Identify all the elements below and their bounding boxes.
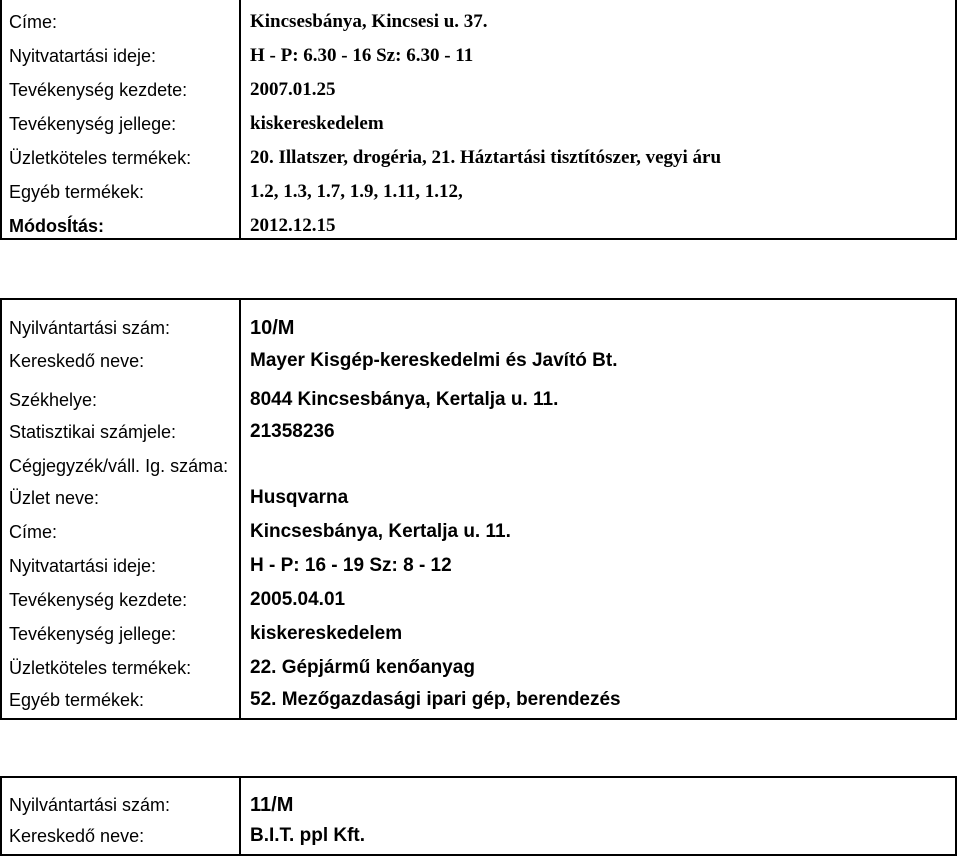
field-value: 22. Gépjármű kenőanyag bbox=[250, 657, 475, 678]
field-value: 11/M bbox=[250, 794, 294, 816]
record-row-shop-name bbox=[2, 481, 955, 515]
field-label: Tevékenység kezdete: bbox=[9, 80, 188, 100]
record-row-headquarters bbox=[2, 383, 955, 417]
field-label: Tevékenység jellege: bbox=[9, 624, 177, 644]
field-label: Tevékenység kezdete: bbox=[9, 590, 188, 610]
record-row-licensed-products bbox=[2, 651, 955, 685]
record-row-licensed-products bbox=[2, 141, 955, 175]
field-value: Kincsesbánya, Kincsesi u. 37. bbox=[250, 11, 488, 32]
record-row-other-products bbox=[2, 175, 955, 209]
field-label: Címe: bbox=[9, 522, 58, 542]
record-row-opening-hours bbox=[2, 39, 955, 73]
field-label: Üzletköteles termékek: bbox=[9, 148, 192, 168]
record-row-activity-type bbox=[2, 617, 955, 651]
record-row-company-registry bbox=[2, 449, 955, 483]
field-value: H - P: 6.30 - 16 Sz: 6.30 - 11 bbox=[250, 45, 474, 66]
record-row-activity-start bbox=[2, 583, 955, 617]
record-row-address bbox=[2, 5, 955, 39]
record-row-other-products bbox=[2, 683, 955, 717]
record-row-activity-start bbox=[2, 73, 955, 107]
field-label: Üzletköteles termékek: bbox=[9, 658, 192, 678]
field-value: 2007.01.25 bbox=[250, 79, 336, 100]
field-label: Címe: bbox=[9, 12, 58, 32]
record-row-trader-name bbox=[2, 819, 955, 853]
field-value: B.I.T. ppl Kft. bbox=[250, 825, 366, 846]
field-value: kiskereskedelem bbox=[250, 113, 384, 134]
field-value: H - P: 16 - 19 Sz: 8 - 12 bbox=[250, 555, 452, 576]
field-value: 1.2, 1.3, 1.7, 1.9, 1.11, 1.12, bbox=[250, 181, 463, 202]
record-row-modification bbox=[2, 209, 955, 243]
field-label: Kereskedő neve: bbox=[9, 351, 145, 371]
record-row-address bbox=[2, 515, 955, 549]
field-value: 2005.04.01 bbox=[250, 589, 346, 610]
record-block-1 bbox=[0, 0, 957, 240]
field-label: Egyéb termékek: bbox=[9, 182, 145, 202]
field-label: Egyéb termékek: bbox=[9, 690, 145, 710]
field-label: Nyilvántartási szám: bbox=[9, 795, 171, 815]
field-value: 52. Mezőgazdasági ipari gép, berendezés bbox=[250, 689, 621, 710]
field-value: 20. Illatszer, drogéria, 21. Háztartási tisztítószer, vegyi áru bbox=[250, 147, 722, 168]
field-label: Kereskedő neve: bbox=[9, 826, 145, 846]
field-value: Mayer Kisgép-kereskedelmi és Javító Bt. bbox=[250, 350, 618, 371]
field-value: 2012.12.15 bbox=[250, 215, 336, 236]
record-block-3 bbox=[0, 776, 957, 856]
record-block-2 bbox=[0, 298, 957, 720]
field-value: kiskereskedelem bbox=[250, 623, 403, 644]
field-value: 10/M bbox=[250, 317, 295, 339]
record-row-opening-hours bbox=[2, 549, 955, 583]
record-row-trader-name bbox=[2, 344, 955, 378]
record-row-statistical-number bbox=[2, 415, 955, 449]
record-row-registry-number bbox=[2, 311, 955, 345]
field-label: MódosÍtás: bbox=[9, 216, 105, 236]
field-value: Husqvarna bbox=[250, 487, 349, 508]
field-label: Cégjegyzék/váll. Ig. száma: bbox=[9, 456, 229, 476]
field-label: Tevékenység jellege: bbox=[9, 114, 177, 134]
record-row-activity-type bbox=[2, 107, 955, 141]
field-label: Nyitvatartási ideje: bbox=[9, 46, 157, 66]
field-value: 8044 Kincsesbánya, Kertalja u. 11. bbox=[250, 389, 559, 410]
field-label: Székhelye: bbox=[9, 390, 98, 410]
record-row-registry-number bbox=[2, 788, 955, 822]
field-value: 21358236 bbox=[250, 421, 335, 442]
field-value: Kincsesbánya, Kertalja u. 11. bbox=[250, 521, 511, 542]
field-label: Nyilvántartási szám: bbox=[9, 318, 171, 338]
field-label: Nyitvatartási ideje: bbox=[9, 556, 157, 576]
field-label: Statisztikai számjele: bbox=[9, 422, 177, 442]
field-label: Üzlet neve: bbox=[9, 488, 100, 508]
